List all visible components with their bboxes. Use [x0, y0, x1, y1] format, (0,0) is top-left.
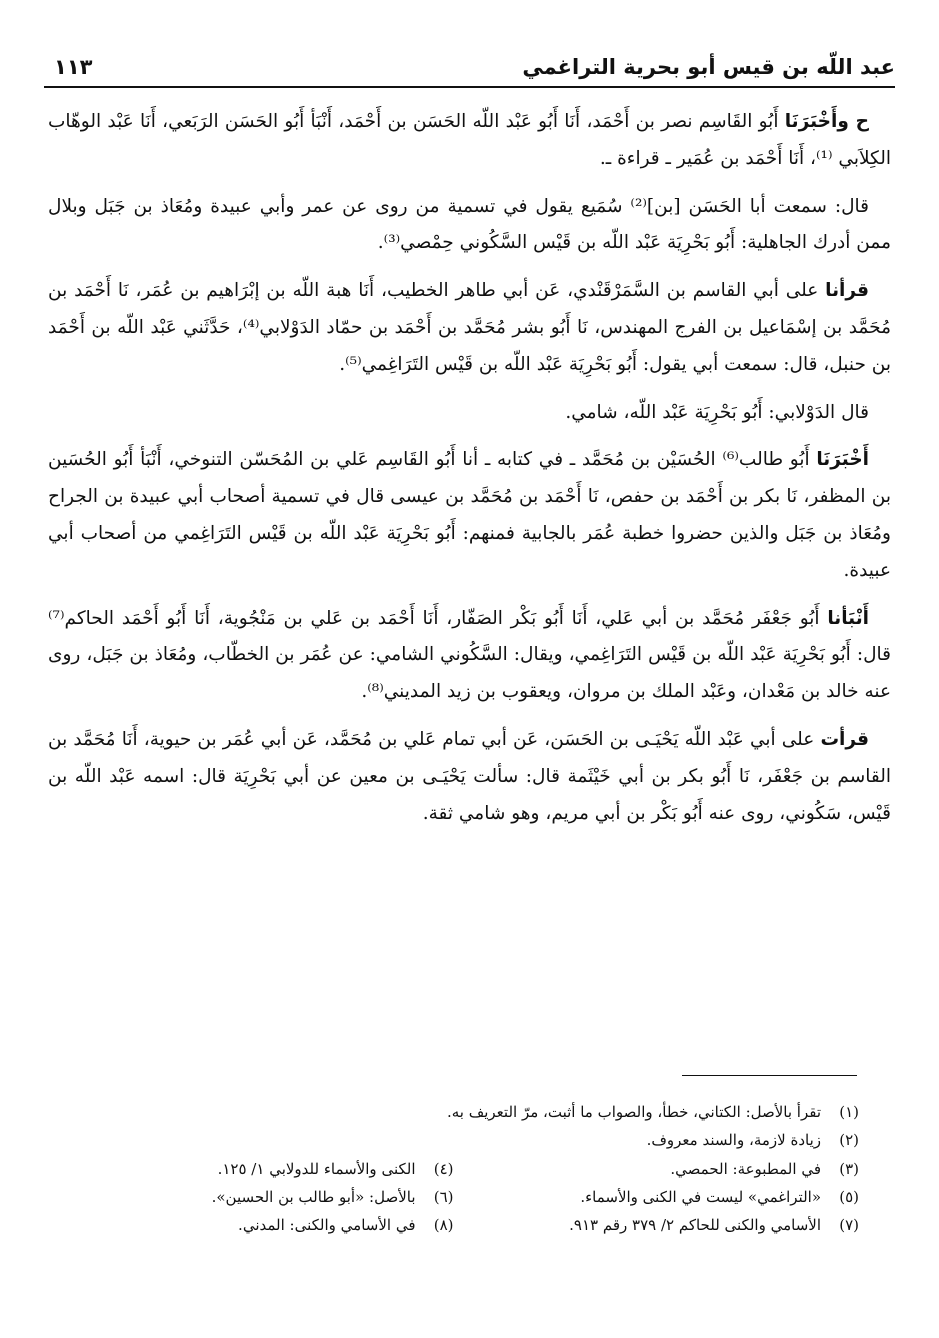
paragraph-text: على أبي القاسم بن السَّمَرْقَنْدي، عَن أبي طاهر الخطيب، أَنَا هبة اللّه بن إبْرَاهيم بن عُمَر، نَا أَحْمَد بن مُحَمَّد بن إسْمَاعيل بن الفرج المهندس، نَا أَبُو بشر مُحَمَّد بن أَحْمَد بن حمّاد الدَوْلابي⁽⁴⁾، حَدَّثَني عَبْد اللّه بن أَحْمَد بن حنبل، قال: سمعت أبي يقول: أَبُو بَحْرِيَة عَبْد اللّه بن قَيْس التَرَاغِمي⁽⁵⁾. [48, 280, 891, 375]
paragraph [48, 104, 891, 178]
paragraph-text: قال الدَوْلابي: أَبُو بَحْرِيَة عَبْد اللّه، شامي. [565, 401, 869, 423]
paragraph-lead: ح وأَخْبَرَنَا [784, 111, 869, 132]
footnote-2 [48, 1126, 859, 1154]
footnote-text: زيادة لازمة، والسند معروف. [646, 1131, 821, 1150]
footnote-number: (٣) [839, 1159, 859, 1178]
footnote-text: بالأصل: «أبو طالب بن الحسين». [211, 1187, 416, 1206]
footnote-number: (٦) [433, 1187, 454, 1206]
footnote-separator [682, 1075, 857, 1076]
footnote-row [48, 1183, 859, 1211]
paragraph [48, 273, 891, 383]
footnote-5 [454, 1183, 860, 1211]
footnote-number: (٧) [839, 1216, 859, 1235]
footnote-number: (٥) [839, 1187, 859, 1206]
footnote-text: «التراغمي» ليست في الكنى والأسماء. [580, 1187, 821, 1206]
footnote-row [48, 1211, 859, 1239]
paragraph-text: قال: سمعت أبا الحَسَن [بن]⁽²⁾ سُمَيع يقول في تسمية من روى عن عمر وأبي عبيدة ومُعَاذ بن جَبَل وبلال ممن أدرك الجاهلية: أَبُو بَحْرِيَة عَبْد اللّه بن قَيْس السَّكُوني حِمْصي⁽³⁾. [48, 195, 891, 254]
paragraph [48, 601, 891, 711]
footnote-4 [48, 1155, 454, 1183]
footnote-6 [48, 1183, 454, 1211]
paragraph-text: أَبُو طالب⁽⁶⁾ الحُسَيْن بن مُحَمَّد ـ في كتابه ـ أنا أَبُو القَاسِم عَلي بن المُحَسّن التنوخي، أَنْبَأ أَبُو الحُسَين بن المظفر، نَا بكر بن أَحْمَد بن حفص، نَا أَحْمَد بن مُحَمَّد بن عيسى قال في تسمية أصحاب أبي عبيدة بن الجراح ومُعَاذ بن جَبَل والذين حضروا خطبة عُمَر بالجابية فمنهم: أَبُو بَحْرِيَة عَبْد اللّه بن قَيْس التَرَاغِمي من أصحاب أبي عبيدة. [48, 449, 891, 581]
main-text [48, 104, 891, 843]
paragraph [48, 442, 891, 589]
footnote-row [48, 1126, 859, 1154]
paragraph-text: أَبُو القَاسِم نصر بن أَحْمَد، أَنَا أَبُو عَبْد اللّه الحَسَن بن أَحْمَد، أَنْبَأ أَبُو الحَسَن الرَبَعي، أَنَا عَبْد الوهّاب الكِلاَبي ⁽¹⁾، أَنَا أَحْمَد بن عُمَير ـ قراءة ـ. [48, 111, 891, 169]
footnote-text: تقرأ بالأصل: الكتاني، خطأ، والصواب ما أثبت، مرّ التعريف به. [446, 1103, 821, 1121]
page-number: ١١٣ [54, 55, 93, 79]
paragraph [48, 189, 891, 263]
footnote-number: (٨) [433, 1216, 454, 1235]
paragraph-lead: أَنْبَأنا [827, 607, 869, 629]
paragraph [48, 395, 891, 432]
footnote-row [48, 1155, 859, 1183]
footnote-number: (٢) [839, 1131, 859, 1150]
paragraph [48, 722, 891, 832]
footnote-text: الأسامي والكنى للحاكم ٢/ ٣٧٩ رقم ٩١٣. [569, 1216, 821, 1235]
paragraph-lead: قرأت [820, 728, 869, 750]
footnote-7 [454, 1211, 860, 1239]
footnote-3 [454, 1155, 860, 1183]
footnotes [48, 1098, 859, 1239]
page-header [44, 52, 895, 88]
footnote-number: (٤) [433, 1159, 454, 1178]
footnote-text: الكنى والأسماء للدولابي ١/ ١٢٥. [217, 1159, 416, 1178]
running-title: عبد اللّه بن قيس أبو بحرية التراغمي [522, 55, 895, 79]
footnote-number: (١) [839, 1103, 859, 1121]
footnote-1 [48, 1098, 859, 1126]
footnote-text: في الأسامي والكنى: المدني. [238, 1216, 416, 1235]
paragraph-lead: قرأنا [825, 280, 869, 302]
paragraph-text: على أبي عَبْد اللّه يَحْيَـى بن الحَسَن، عَن أبي تمام عَلي بن مُحَمَّد، عَن أبي عُمَر بن حيوية، أَنَا مُحَمَّد بن القاسم بن جَعْفَر، نَا أَبُو بكر بن أبي خَيْثَمة قال: سألت يَحْيَـى بن معين عن أبي بَحْرِيَة قال: اسمه عَبْد اللّه بن قَيْس، سَكُوني، روى عنه أَبُو بَكْر بن أبي مريم، وهو شامي ثقة. [48, 728, 891, 824]
paragraph-lead: أَخْبَرَنَا [816, 449, 869, 471]
footnote-text: في المطبوعة: الحمصي. [670, 1159, 821, 1178]
paragraph-text: أَبُو جَعْفَر مُحَمَّد بن أبي عَلي، أَنَا أَبُو بَكْر الصَفّار، أَنَا أَحْمَد بن عَلي بن مَنْجُوية، أَنَا أَبُو أَحْمَد الحاكم⁽⁷⁾ قال: أَبُو بَحْرِيَة عَبْد اللّه بن قَيْس التَرَاغِمي، ويقال: السَّكُوني الشامي: عن عُمَر بن الخطّاب، ومُعَاذ بن جَبَل، روى عنه خالد بن مَعْدان، وعَبْد الملك بن مروان، ويعقوب بن زيد المديني⁽⁸⁾. [48, 607, 891, 703]
footnote-8 [48, 1211, 454, 1239]
footnote-row [48, 1098, 859, 1126]
